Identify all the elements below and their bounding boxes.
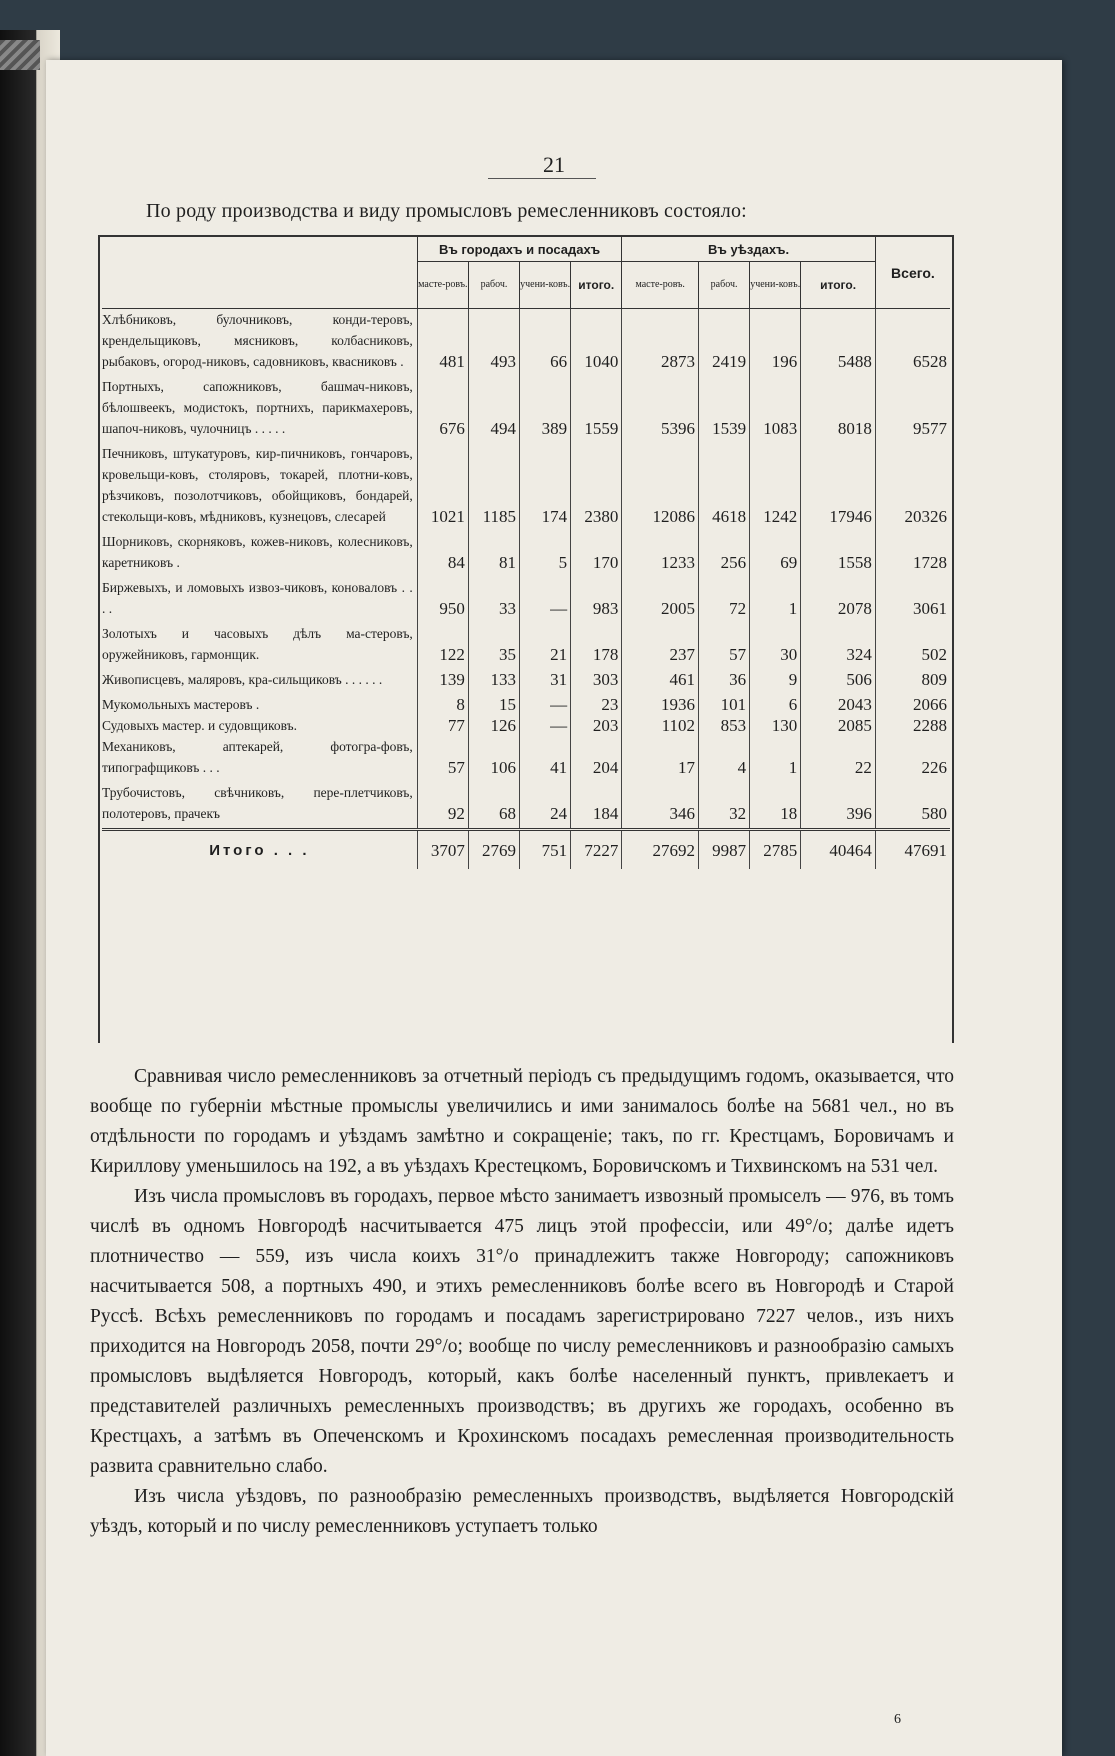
cell: 17946 [801, 443, 876, 531]
cell: 174 [520, 443, 571, 531]
table-row [102, 669, 950, 694]
cell: 950 [417, 577, 468, 623]
table-row [102, 309, 950, 377]
cell: 139 [417, 669, 468, 694]
header-apprentices: учени-ковъ. [750, 262, 801, 309]
header-districts: Въ уѣздахъ. [622, 237, 876, 262]
cell: 809 [875, 669, 950, 694]
cell: 8 [417, 694, 468, 715]
cell: 983 [571, 577, 622, 623]
cell: 21 [520, 623, 571, 669]
cell: 15 [468, 694, 519, 715]
cell: 126 [468, 715, 519, 736]
cell: 9 [750, 669, 801, 694]
cell: 204 [571, 736, 622, 782]
table-right-rule [952, 235, 954, 1043]
cell: 9577 [875, 376, 950, 443]
cell: 81 [468, 531, 519, 577]
cell: 4 [699, 736, 750, 782]
header-masters: масте-ровъ. [622, 262, 699, 309]
header-workers: рабоч. [468, 262, 519, 309]
cell: 203 [571, 715, 622, 736]
cell: — [520, 694, 571, 715]
cell: 256 [699, 531, 750, 577]
cell: 57 [699, 623, 750, 669]
body-text [90, 1062, 954, 1542]
total-cell: 751 [520, 830, 571, 870]
table-row [102, 782, 950, 830]
total-cell: 2785 [750, 830, 801, 870]
cell: 226 [875, 736, 950, 782]
cell: 2066 [875, 694, 950, 715]
table-left-rule [98, 235, 100, 1043]
table-row [102, 376, 950, 443]
cell: 1728 [875, 531, 950, 577]
row-label: Золотыхъ и часовыхъ дѣлъ ма-стеровъ, оружейниковъ, гармонщик. [102, 626, 413, 662]
header-blank [102, 237, 417, 309]
row-label: Портныхъ, сапожниковъ, башмач-никовъ, бѣлошвеекъ, модистокъ, портнихъ, парикмахеровъ, шапоч-никовъ, чулочницъ . . . . . [102, 379, 413, 436]
cell: 3061 [875, 577, 950, 623]
cell: 1040 [571, 309, 622, 377]
cell: 461 [622, 669, 699, 694]
cell: 853 [699, 715, 750, 736]
cell: 2005 [622, 577, 699, 623]
paragraph: Сравнивая число ремесленниковъ за отчетный періодъ съ предыдущимъ годомъ, оказывается, что вообще по губерніи мѣстные промыслы увеличились и ими занималось болѣе на 5681 чел., но въ отдѣльности по городамъ и уѣздамъ замѣтно и сокращеніе; такъ, по гг. Крестцамъ, Боровичамъ и Кириллову уменьшилось на 192, а въ уѣздахъ Крестецкомъ, Боровичскомъ и Тихвинскомъ на 531 чел. [90, 1066, 954, 1177]
document-page [46, 60, 1062, 1756]
cell: — [520, 577, 571, 623]
cell: 170 [571, 531, 622, 577]
cell: 237 [622, 623, 699, 669]
cell: 346 [622, 782, 699, 830]
paragraph: Изъ числа промысловъ въ городахъ, первое мѣсто занимаетъ извозный промыселъ — 976, въ томъ числѣ въ одномъ Новгородѣ насчитывается 475 лицъ этой профессіи, или 49°/o; далѣе идетъ плотничество — 559, изъ числа коихъ 31°/o принадлежитъ также Новгороду; сапожниковъ насчитывается 508, а портныхъ 490, и этихъ ремесленниковъ болѣе всего въ Новгородѣ и Старой Руссѣ. Всѣхъ ремесленниковъ по городамъ и посадамъ зарегистрировано 7227 челов., изъ нихъ приходится на Новгородъ 2058, почти 29°/o; вообще по числу ремесленниковъ и разнообразію самыхъ промысловъ выдѣляется Новгородъ, который, какъ болѣе населенный пунктъ, привлекаетъ и представителей различныхъ ремесленныхъ производствъ; въ другихъ же городахъ, особенно въ Крестцахъ, а затѣмъ въ Опеченскомъ и Крохинскомъ посадахъ ремесленная производительность развита сравнительно слабо. [90, 1186, 954, 1477]
cell: 1233 [622, 531, 699, 577]
cell: 1539 [699, 376, 750, 443]
cell: 303 [571, 669, 622, 694]
table-total-row [102, 830, 950, 870]
cell: 1021 [417, 443, 468, 531]
cell: 35 [468, 623, 519, 669]
row-label: Хлѣбниковъ, булочниковъ, конди-теровъ, крендельщиковъ, мясниковъ, колбасниковъ, рыбаковъ, огород-никовъ, садовниковъ, квасниковъ . [102, 312, 413, 369]
header-apprentices: учени-ковъ. [520, 262, 571, 309]
cell: 389 [520, 376, 571, 443]
cell: — [520, 715, 571, 736]
signature-mark: 6 [894, 1712, 901, 1727]
cell: 72 [699, 577, 750, 623]
row-label: Мукомольныхъ мастеровъ . [102, 697, 260, 712]
cell: 4618 [699, 443, 750, 531]
paragraph: Изъ числа уѣздовъ, по разнообразію ремесленныхъ производствъ, выдѣляется Новгородскій уѣздъ, который и по числу ремесленниковъ уступаетъ только [90, 1486, 954, 1537]
binding-tape [0, 40, 40, 70]
cell: 1 [750, 736, 801, 782]
page-number: 21 [543, 152, 565, 177]
cell: 68 [468, 782, 519, 830]
cell: 196 [750, 309, 801, 377]
cell: 6528 [875, 309, 950, 377]
cell: 396 [801, 782, 876, 830]
table-row [102, 531, 950, 577]
cell: 2043 [801, 694, 876, 715]
total-label: Итого . . . [102, 830, 417, 870]
table-intro: По роду производства и виду промысловъ ремесленниковъ состояло: [146, 200, 747, 222]
cell: 1185 [468, 443, 519, 531]
cell: 106 [468, 736, 519, 782]
total-cell: 3707 [417, 830, 468, 870]
cell: 101 [699, 694, 750, 715]
cell: 22 [801, 736, 876, 782]
table-row [102, 736, 950, 782]
cell: 481 [417, 309, 468, 377]
total-cell: 9987 [699, 830, 750, 870]
cell: 24 [520, 782, 571, 830]
cell: 57 [417, 736, 468, 782]
row-label: Механиковъ, аптекарей, фотогра-фовъ, типографщиковъ . . . [102, 739, 413, 775]
header-total-all: Всего. [875, 237, 950, 309]
cell: 31 [520, 669, 571, 694]
cell: 1 [750, 577, 801, 623]
craftsmen-table [102, 237, 950, 869]
cell: 580 [875, 782, 950, 830]
cell: 66 [520, 309, 571, 377]
cell: 493 [468, 309, 519, 377]
header-workers: рабоч. [699, 262, 750, 309]
total-cell: 27692 [622, 830, 699, 870]
cell: 23 [571, 694, 622, 715]
cell: 20326 [875, 443, 950, 531]
cell: 6 [750, 694, 801, 715]
table-row [102, 577, 950, 623]
header-subtotal: итого. [801, 262, 876, 309]
cell: 184 [571, 782, 622, 830]
cell: 69 [750, 531, 801, 577]
cell: 36 [699, 669, 750, 694]
page-number-rule [488, 178, 596, 179]
cell: 5396 [622, 376, 699, 443]
table-row [102, 694, 950, 715]
row-label: Шорниковъ, скорняковъ, кожев-никовъ, колесниковъ, каретниковъ . [102, 534, 413, 570]
cell: 676 [417, 376, 468, 443]
cell: 178 [571, 623, 622, 669]
cell: 2380 [571, 443, 622, 531]
total-cell: 40464 [801, 830, 876, 870]
row-label: Трубочистовъ, свѣчниковъ, пере-плетчиковъ, полотеровъ, прачекъ [102, 785, 413, 821]
cell: 130 [750, 715, 801, 736]
cell: 77 [417, 715, 468, 736]
cell: 92 [417, 782, 468, 830]
cell: 1936 [622, 694, 699, 715]
cell: 17 [622, 736, 699, 782]
cell: 2288 [875, 715, 950, 736]
header-towns: Въ городахъ и посадахъ [417, 237, 622, 262]
cell: 5488 [801, 309, 876, 377]
cell: 1242 [750, 443, 801, 531]
total-cell: 2769 [468, 830, 519, 870]
cell: 5 [520, 531, 571, 577]
cell: 84 [417, 531, 468, 577]
row-label: Живописцевъ, маляровъ, кра-сильщиковъ . . . . . . [102, 672, 383, 687]
cell: 506 [801, 669, 876, 694]
cell: 18 [750, 782, 801, 830]
total-cell: 7227 [571, 830, 622, 870]
cell: 1102 [622, 715, 699, 736]
header-masters: масте-ровъ. [417, 262, 468, 309]
cell: 32 [699, 782, 750, 830]
cell: 2873 [622, 309, 699, 377]
row-label: Судовыхъ мастер. и судовщиковъ. [102, 718, 297, 733]
cell: 133 [468, 669, 519, 694]
cell: 8018 [801, 376, 876, 443]
cell: 2078 [801, 577, 876, 623]
cell: 30 [750, 623, 801, 669]
table-row [102, 443, 950, 531]
row-label: Биржевыхъ, и ломовыхъ извоз-чиковъ, коноваловъ . . . . [102, 580, 413, 616]
table-row [102, 715, 950, 736]
cell: 41 [520, 736, 571, 782]
cell: 502 [875, 623, 950, 669]
cell: 2085 [801, 715, 876, 736]
table-row [102, 623, 950, 669]
cell: 33 [468, 577, 519, 623]
row-label: Печниковъ, штукатуровъ, кир-пичниковъ, гончаровъ, кровельщи-ковъ, столяровъ, токарей, плотни-ковъ, рѣзчиковъ, позолотчиковъ, обойщиковъ, бондарей, стекольщи-ковъ, мѣдниковъ, кузнецовъ, слесарей [102, 446, 413, 524]
cell: 494 [468, 376, 519, 443]
cell: 1558 [801, 531, 876, 577]
cell: 2419 [699, 309, 750, 377]
cell: 12086 [622, 443, 699, 531]
cell: 1083 [750, 376, 801, 443]
cell: 1559 [571, 376, 622, 443]
cell: 122 [417, 623, 468, 669]
header-subtotal: итого. [571, 262, 622, 309]
total-cell: 47691 [875, 830, 950, 870]
cell: 324 [801, 623, 876, 669]
